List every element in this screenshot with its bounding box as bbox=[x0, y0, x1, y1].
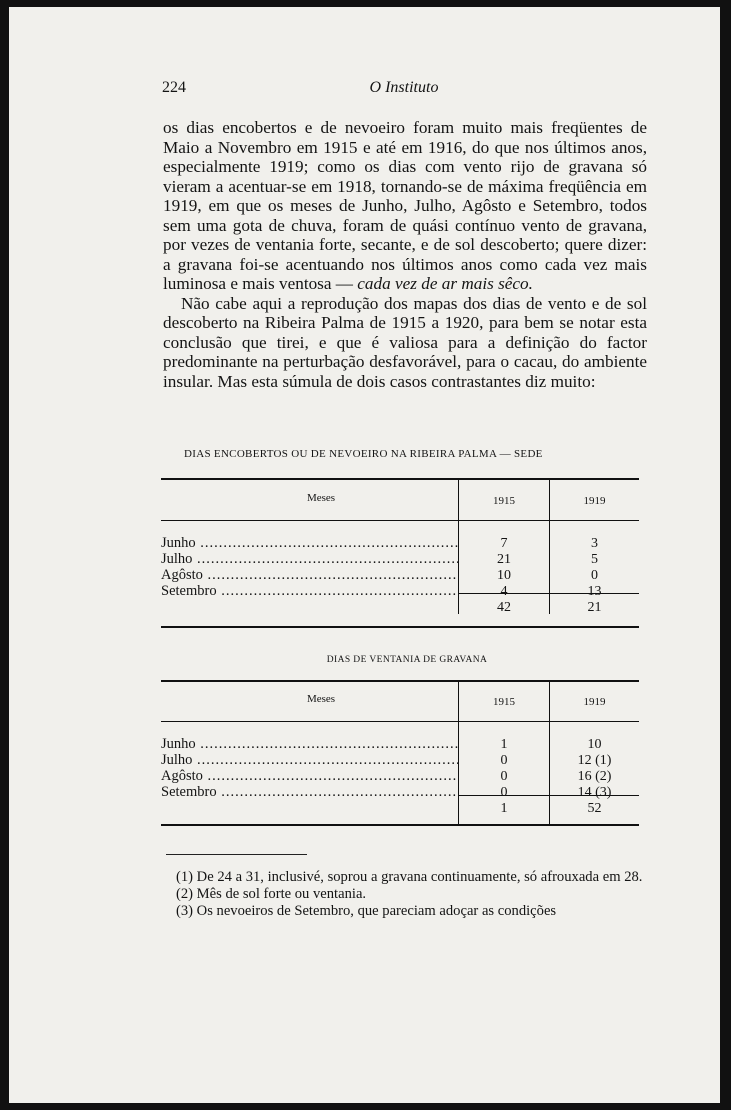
table2-cell-1915: 0 bbox=[500, 785, 508, 800]
table1-cell-1919: 3 bbox=[591, 536, 598, 551]
table2-row-label: Setembro ..... bbox=[161, 784, 458, 801]
table1-header-1915: 1915 bbox=[493, 495, 515, 507]
table1-top-rule bbox=[161, 478, 639, 480]
footnotes bbox=[164, 869, 646, 920]
table2-total-1915: 1 bbox=[500, 801, 508, 816]
table1-bottom-rule bbox=[161, 626, 639, 628]
table2-header-rule bbox=[161, 721, 639, 722]
table2-header-months: Meses bbox=[306, 693, 336, 705]
table2-total-1919: 52 bbox=[587, 801, 602, 816]
table2-cell-1919: 10 bbox=[587, 737, 602, 752]
running-title: O Instituto bbox=[369, 79, 439, 96]
table1-cell-1915: 4 bbox=[500, 584, 508, 599]
table1-cell-1915: 21 bbox=[497, 552, 511, 567]
table1-row-label: Junho ..... bbox=[161, 535, 458, 552]
page-header bbox=[162, 79, 646, 103]
table2-row-label: Junho ..... bbox=[161, 736, 458, 753]
table2-cell-1915: 1 bbox=[500, 737, 508, 752]
table2-row-label: Julho ..... bbox=[161, 752, 458, 769]
page-number: 224 bbox=[162, 79, 186, 96]
table2-cell-1919: 12 (1) bbox=[577, 753, 612, 768]
body-text bbox=[163, 118, 647, 391]
paragraph-1 bbox=[163, 118, 647, 294]
table1-cell-1919: 0 bbox=[591, 568, 598, 583]
table2-header-1919: 1919 bbox=[583, 696, 606, 708]
footnote-rule bbox=[166, 854, 307, 855]
paragraph-1-text: os dias encobertos e de nevoeiro foram muito mais freqüentes de Maio a Novembro em 1915 e até em 1916, do que nos últimos anos, especialmente 1919; como os dias com vento rijo de gravana só vieram a acentuar-se em 1918, tornando-se de máxima freqüência em 1919, em que os meses de Junho, Julho, Agôsto e Setembro, todos sem uma gota de chuva, foram de quási contínuo vento de gravana, por vezes de ventania forte, secante, e de sol descoberto; quere dizer: a gravana foi-se acentuando nos últimos anos como cada vez mais luminosa e mais ventosa — bbox=[163, 118, 647, 293]
table1-header-rule bbox=[161, 520, 639, 521]
table1-caption: DIAS ENCOBERTOS OU DE NEVOEIRO NA RIBEIRA PALMA — SEDE bbox=[184, 448, 543, 460]
table1-header-1919: 1919 bbox=[583, 495, 606, 507]
table1-header-months: Meses bbox=[306, 492, 336, 504]
table1-total-1915: 42 bbox=[497, 600, 511, 615]
table1-row-label: Setembro ..... bbox=[161, 583, 458, 600]
paragraph-2: Não cabe aqui a reprodução dos mapas dos dias de vento e de sol descoberto na Ribeira Palma de 1915 a 1920, para bem se notar esta conclusão que tirei, e que é valiosa para a definição do factor predominante na perturbação desfavorável, para o cacau, do ambiente insular. Mas esta súmula de dois casos contrastantes diz muito: bbox=[163, 293, 647, 391]
footnote-1: (1) De 24 a 31, inclusivé, soprou a gravana continuamente, só afrouxada em 28. bbox=[176, 869, 643, 885]
footnote-3: (3) Os nevoeiros de Setembro, que pareciam adoçar as condições bbox=[176, 903, 557, 919]
table2-cell-1919: 16 (2) bbox=[577, 769, 612, 784]
table2-caption: DIAS DE VENTANIA DE GRAVANA bbox=[326, 655, 488, 665]
table1-cell-1919: 13 bbox=[587, 584, 602, 599]
table2-cell-1919: 14 (3) bbox=[577, 785, 612, 800]
table2-cell-1915: 0 bbox=[500, 769, 508, 784]
italic-phrase: cada vez de ar mais sêco. bbox=[357, 274, 533, 293]
table1-row-label: Julho ..... bbox=[161, 551, 458, 568]
table1-cell-1919: 5 bbox=[591, 552, 598, 567]
table2-cell-1915: 0 bbox=[500, 753, 508, 768]
table2-header-1915: 1915 bbox=[493, 696, 515, 708]
table2-bottom-rule bbox=[161, 824, 639, 826]
table1-cell-1915: 7 bbox=[500, 536, 508, 551]
table2-top-rule bbox=[161, 680, 639, 682]
scanned-page bbox=[9, 7, 720, 1103]
table1-cell-1915: 10 bbox=[497, 568, 511, 583]
footnote-2: (2) Mês de sol forte ou ventania. bbox=[176, 886, 367, 902]
table1-row-label: Agôsto ..... bbox=[161, 567, 458, 584]
table1-total-1919: 21 bbox=[587, 600, 602, 615]
table2-row-label: Agôsto ..... bbox=[161, 768, 458, 785]
